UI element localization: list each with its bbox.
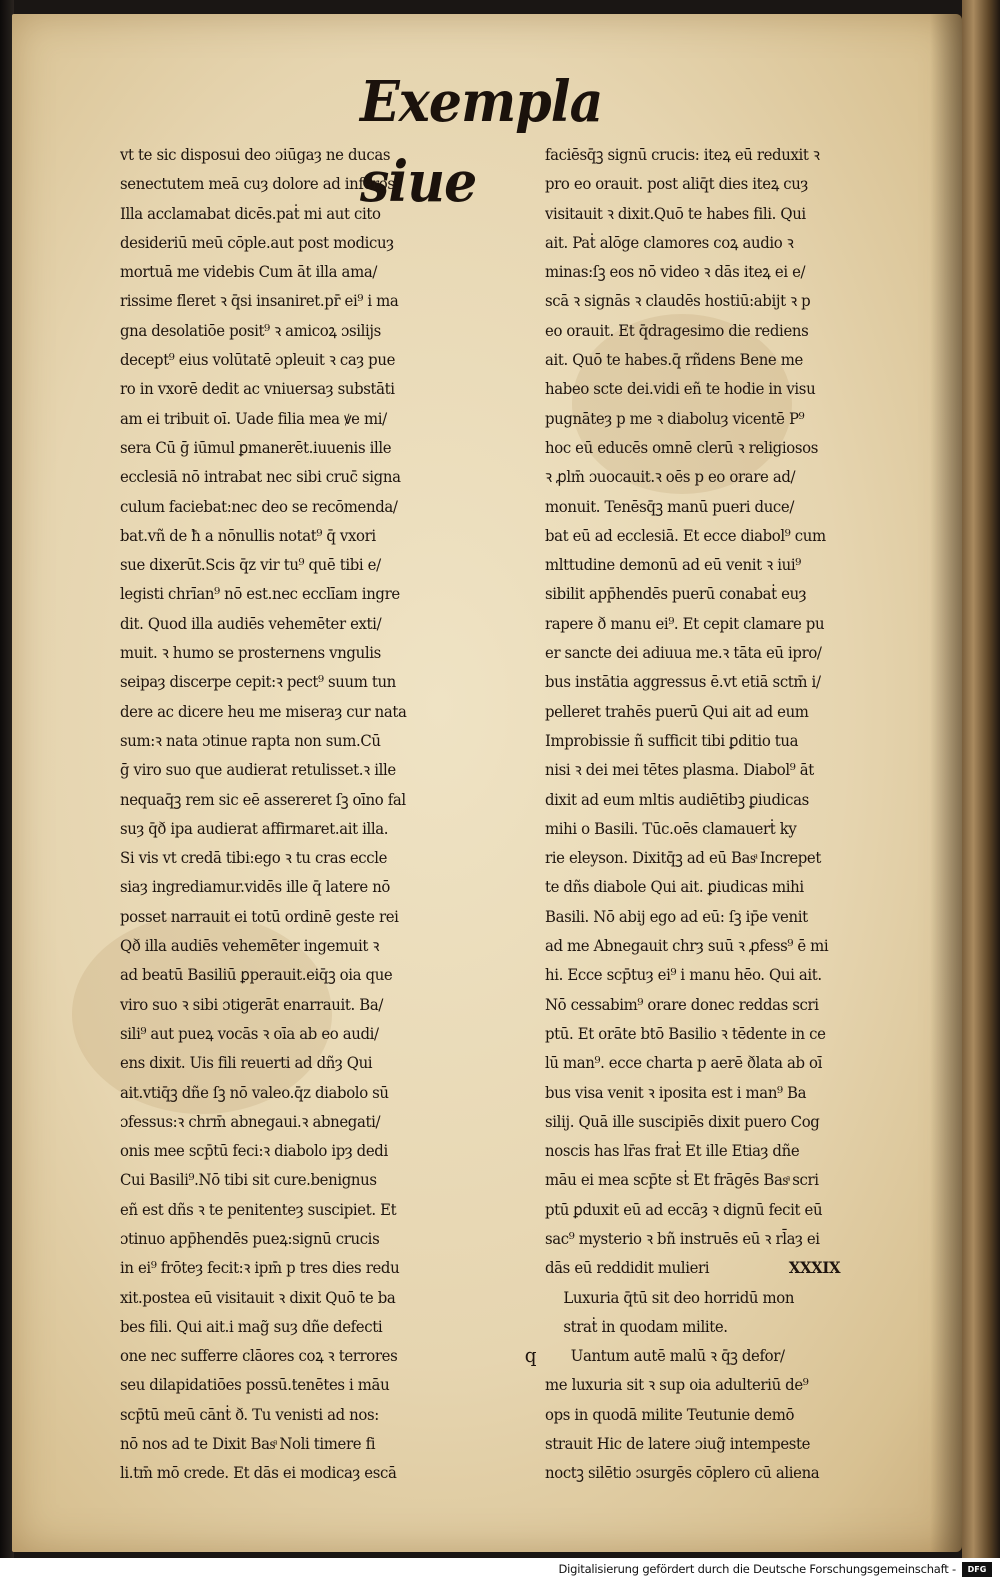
text-line: vt te sic disposui deo ɔiūgaȝ ne ducas <box>120 145 391 164</box>
text-line: faciēsq̄ꝫ signū crucis: iteꝝ eū reduxit ꝛ <box>545 145 820 164</box>
text-line: muit. ꝛ humo se prosternens vngulis <box>120 643 381 663</box>
text-line: onis mee scp̄tū feci:ꝛ diabolo ipȝ dedi <box>120 1141 388 1161</box>
text-line: pro eo orauit. post aliq̄t dies iteꝝ cuȝ <box>545 174 808 194</box>
text-line: Nō cessabim⁹ orare donec reddas scri <box>545 994 819 1014</box>
text-line: one nec sufferre clāores coꝝ ꝛ terrores <box>120 1346 398 1366</box>
text-line: ops in quodā milite Teutunie demō <box>545 1404 795 1424</box>
text-line: ro in vxorē dedit ac vniuersaȝ substāti <box>120 379 395 399</box>
section-heading <box>545 1283 945 1342</box>
text-line: mihi o Basili. Tūc.oēs clamauerṫ ky <box>545 818 797 838</box>
text-line: Illa acclamabat dicēs.paṫ mi aut cito <box>120 203 381 223</box>
text-line: nō nos ad te Dixit Basͣ Noli timere fi <box>120 1434 376 1454</box>
text-line: Si vis vt credā tibi:ego ꝛ tu cras eccle <box>120 848 388 868</box>
text-line: nisi ꝛ dei mei tētes plasma. Diabol⁹ āt <box>545 760 814 780</box>
text-line: legisti chrīan⁹ nō est.nec ecclīam ingre <box>120 584 400 604</box>
text-line: ɔfessus:ꝛ chrm̄ abnegaui.ꝛ abnegati/ <box>120 1111 381 1131</box>
text-line: dit. Quod illa audiēs vehemēter exti/ <box>120 613 382 633</box>
text-line: ecclesiā nō intrabat nec sibi cruc̄ signa <box>120 467 401 487</box>
text-line: bat.vñ de ħ a nōnullis notat⁹ q̄ vxori <box>120 525 376 545</box>
text-line: gna desolatiōe posit⁹ ꝛ amicoꝝ ɔsilijs <box>120 320 381 340</box>
left-text-column <box>120 140 540 1488</box>
dfg-logo-icon: DFG <box>962 1562 992 1577</box>
text-line <box>524 1341 913 1370</box>
text-line: straṫ in quodam milite. <box>563 1316 728 1336</box>
text-line: noscis has lr̄as fraṫ Et ille Etiaȝ dñe <box>545 1141 800 1161</box>
text-line: Cui Basili⁹.Nō tibi sit cure.benignus <box>120 1170 377 1190</box>
text-line: posset narrauit ei totū ordinē geste rei <box>120 906 399 926</box>
right-column-lines <box>545 140 945 1283</box>
right-text-column <box>524 140 945 1488</box>
text-line: ḡ viro suo que audierat retulisset.ꝛ ille <box>120 760 396 780</box>
initial-letter: q <box>524 1343 537 1368</box>
text-line: viro suo ꝛ sibi ɔtigerāt enarrauit. Ba/ <box>120 994 384 1014</box>
text-line-content: Uantum autē malū ꝛ q̄ꝫ defor/ <box>570 1346 785 1366</box>
text-line: ptū ꝑduxit eū ad eccāȝ ꝛ dignū fecit eū <box>545 1199 823 1219</box>
text-line: me luxuria sit ꝛ sup oia adulteriū de⁹ <box>545 1375 809 1395</box>
text-line: er sancte dei adiuua me.ꝛ tāta eū ipro/ <box>545 643 822 663</box>
text-line: suȝ q̄ð ipa audierat affirmaret.ait illa. <box>120 818 389 838</box>
text-line: rissime fleret ꝛ q̄si insaniret.pr̄ ei⁹ i ma <box>120 291 399 311</box>
text-line: mlttudine demonū ad eū venit ꝛ iui⁹ <box>545 555 801 575</box>
text-line: culum faciebat:nec deo se recōmenda/ <box>120 496 398 516</box>
text-line: visitauit ꝛ dixit.Quō te habes fili. Qui <box>545 203 806 223</box>
text-line: senectutem meā cuȝ dolore ad inferos. <box>120 174 399 194</box>
text-line: dixit ad eum mltis audiētibꝫ ꝑiudicas <box>545 789 809 809</box>
text-line: eñ est dñs ꝛ te penitenteȝ suscipiet. Et <box>120 1199 397 1219</box>
text-line: xit.postea eū visitauit ꝛ dixit Quō te ba <box>120 1287 396 1307</box>
text-line: ait.vtiq̄ꝫ dñe ſꝫ nō valeo.q̄z diabolo sū <box>120 1082 389 1102</box>
text-line: bus instātia aggressus ē.vt etiā sctm̄ i/ <box>545 672 821 692</box>
text-line: dās eū reddidit mulieri <box>545 1258 710 1278</box>
footer-bar <box>0 1558 1000 1582</box>
text-line: ɔtinuo app̄hendēs pueꝝ:signū crucis <box>120 1228 380 1248</box>
text-line: ens dixit. Uis fili reuerti ad dñȝ Qui <box>120 1053 373 1073</box>
text-line: noctꝫ silētio ɔsurgēs cōplero cū aliena <box>545 1463 820 1483</box>
chapter-number: XXXIX <box>788 1258 841 1278</box>
text-line: Basili. Nō abij ego ad eū: ſꝫ ip̄e venit <box>545 906 808 926</box>
text-line: rie eleyson. Dixitq̄ꝫ ad eū Basͣ Increpet <box>545 848 821 868</box>
text-line: silij. Quā ille suscipiēs dixit puero Cog <box>545 1111 820 1131</box>
text-line: bat eū ad ecclesiā. Et ecce diabol⁹ cum <box>545 525 826 545</box>
text-line: Improbissie ñ sufficit tibi ꝑditio tua <box>545 730 799 750</box>
text-line: rapere ð manu ei⁹. Et cepit clamare pu <box>545 613 825 633</box>
text-line: li.tm̄ mō crede. Et dās ei modicaȝ escā <box>120 1463 397 1483</box>
text-line: mortuā me videbis Cum āt illa ama/ <box>120 262 377 282</box>
text-line: māu ei mea scp̄te sṫ Et frāgēs Basͣ scri <box>545 1170 819 1190</box>
text-line: ad beatū Basiliū ꝑperauit.eiq̄ꝫ oia que <box>120 965 393 985</box>
text-line: pugnāteȝ p me ꝛ diaboluȝ vicentē P⁹ <box>545 408 805 428</box>
text-line: am ei tribuit oī. Uade filia mea ꝟe mi/ <box>120 408 387 428</box>
text-line: seu dilapidatiōes possū.tenētes i māu <box>120 1375 390 1395</box>
text-line: scā ꝛ signās ꝛ claudēs hostiū:abijt ꝛ p <box>545 291 811 311</box>
text-line: ꝛ ꝓlm̄ ɔuocauit.ꝛ oēs p eo orare ad/ <box>545 467 796 487</box>
text-line: sibilit app̄hendēs puerū conabaṫ euȝ <box>545 584 807 604</box>
text-line: pelleret trahēs puerū Qui ait ad eum <box>545 701 809 721</box>
text-line: Luxuria q̄tū sit deo horridū mon <box>563 1287 795 1307</box>
text-line: sera Cū ḡ iūmul ꝑmanerēt.iuuenis ille <box>120 437 392 457</box>
text-line: minas:ſꝫ eos nō video ꝛ dās iteꝝ ei e/ <box>545 262 806 282</box>
text-line: sue dixerūt.Scis q̄z vir tu⁹ quē tibi e/ <box>120 555 381 575</box>
text-line: scp̄tū meū cānṫ ð. Tu venisti ad nos: <box>120 1404 379 1424</box>
text-line: ait. Paṫ alōge clamores coꝝ audio ꝛ <box>545 232 794 252</box>
text-line: ad me Abnegauit chrȝ suū ꝛ ꝓfess⁹ ē mi <box>545 936 829 956</box>
text-line: sum:ꝛ nata ɔtinue rapta non sum.Cū <box>120 730 381 750</box>
text-line: hi. Ecce scp̄tuȝ ei⁹ i manu hēo. Qui ait. <box>545 965 822 985</box>
section-body <box>524 1341 945 1487</box>
text-line: eo orauit. Et q̄dragesimo die rediens <box>545 320 809 340</box>
text-line: ptū. Et orāte btō Basilio ꝛ tēdente in ce <box>545 1023 826 1043</box>
text-line: desideriū meū cōple.aut post modicuȝ <box>120 232 394 252</box>
text-line: bus visa venit ꝛ iposita est i man⁹ Ba <box>545 1082 807 1102</box>
chapter-number-marker <box>545 1253 913 1282</box>
text-line: Qð illa audiēs vehemēter ingemuit ꝛ <box>120 936 380 956</box>
text-line: decept⁹ eius volūtatē ɔpleuit ꝛ caȝ pue <box>120 350 396 370</box>
text-line: sac⁹ mysterio ꝛ bñ instruēs eū ꝛ rl̄aȝ ei <box>545 1228 820 1248</box>
text-line: bes fili. Qui ait.i mag̃ suȝ dñe defecti <box>120 1316 383 1336</box>
page-running-title: Exempla siue <box>360 69 603 215</box>
text-line: te dñs diabole Qui ait. ꝑiudicas mihi <box>545 877 804 897</box>
footer-credit: Digitalisierung gefördert durch die Deutsche Forschungsgemeinschaft - <box>558 1562 956 1576</box>
text-line: nequaq̄ꝫ rem sic eē assereret ſꝫ oīno fal <box>120 789 406 809</box>
text-line: strauit Hic de latere ɔiug̃ intempeste <box>545 1434 811 1454</box>
text-line: lū man⁹. ecce charta p aerē ðlata ab oī <box>545 1053 823 1073</box>
text-line: habeo scte dei.vidi eñ te hodie in visu <box>545 379 816 399</box>
text-line: dere ac dicere heu me miseraȝ cur nata <box>120 701 407 721</box>
text-line: sili⁹ aut pueꝝ vocās ꝛ oīa ab eo audi/ <box>120 1023 379 1043</box>
text-line: monuit. Tenēsq̄ꝫ manū pueri duce/ <box>545 496 795 516</box>
text-line: hoc eū educēs omnē clerū ꝛ religiosos <box>545 437 818 457</box>
text-line: in ei⁹ frōteȝ fecit:ꝛ ipm̄ p tres dies redu <box>120 1258 400 1278</box>
text-line: siaȝ ingrediamur.vidēs ille q̄ latere nō <box>120 877 391 897</box>
text-line: seipaȝ discerpe cepit:ꝛ pect⁹ suum tun <box>120 672 396 692</box>
text-line: ait. Quō te habes.q̄ rñdens Bene me <box>545 350 803 370</box>
facing-page-edge <box>962 0 1000 1558</box>
